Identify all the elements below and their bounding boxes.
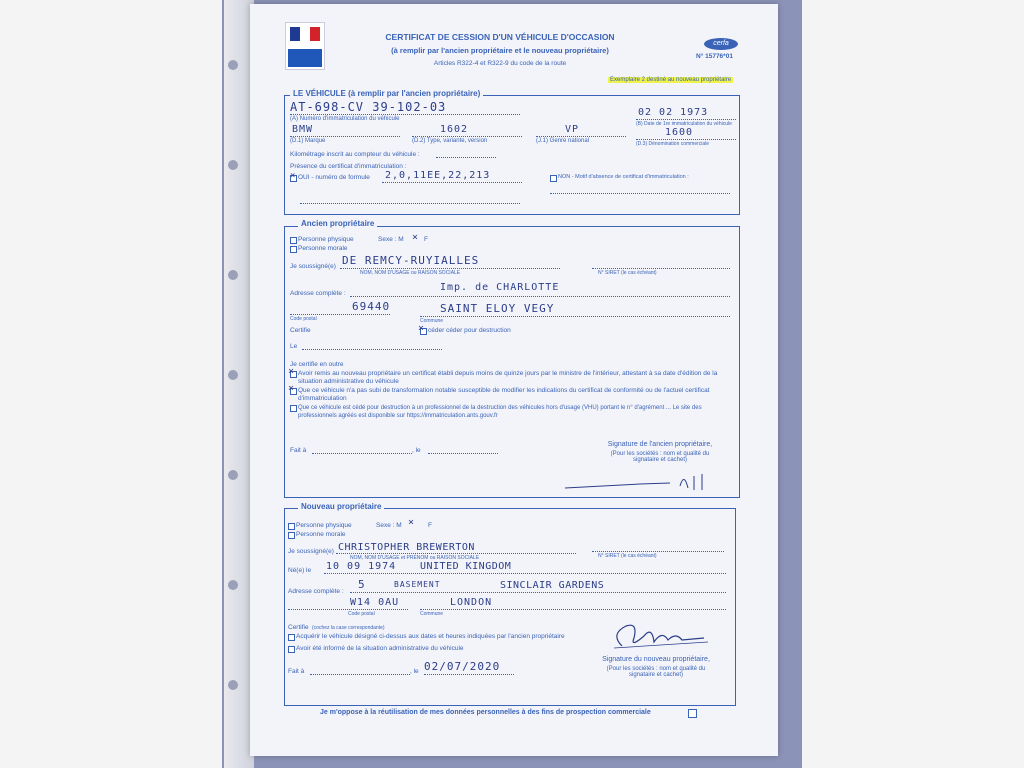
new-person-physical-label: Personne physique [296, 522, 352, 529]
old-name-sub: NOM, NOM D'USAGE ou RAISON SOCIALE [360, 270, 461, 276]
old-signature-title: Signature de l'ancien propriétaire, [607, 441, 713, 448]
old-certify-label: Certifie [290, 327, 311, 334]
old-city: SAINT ELOY VEGY [440, 302, 555, 315]
old-statement1: Avoir remis au nouveau propriétaire un certificat établi depuis moins de quinze jours par le ministre de l'intérieur, attestant à sa date d'édition de la situation administrative du véhicule [298, 370, 718, 385]
old-statement3: Que ce véhicule est cédé pour destruction à un professionnel de la destruction des véhicules hors d'usage (VHU) portant le n° d'agrément ... Le site des professionnels agréés est disponible sur https://immatriculation.ants.gouv.fr [298, 405, 702, 419]
old-owner-title: Ancien propriétaire [298, 219, 377, 228]
vehicle-genre: VP [565, 124, 580, 135]
old-postal-code: 69440 [352, 300, 391, 313]
vehicle-make: BMW [292, 124, 314, 135]
form-title: CERTIFICAT DE CESSION D'UN VÉHICULE D'OCCASION [385, 32, 615, 42]
first-registration-date: 02 02 1973 [638, 107, 709, 118]
vehicle-type: 1602 [440, 124, 469, 135]
new-birth-place: UNITED KINGDOM [420, 561, 512, 572]
new-date: 02/07/2020 [424, 660, 501, 673]
old-statement3-checkbox[interactable] [290, 405, 297, 412]
non-label: NON - Motif d'absence de certificat d'immatriculation : [558, 174, 689, 180]
new-name-sub: NOM, NOM D'USAGE et PRÉNOM ou RAISON SOCIALE [350, 555, 480, 561]
republique-logo-icon [285, 22, 325, 70]
new-postal-code: W14 0AU [350, 597, 400, 608]
cerfa-logo-icon: cerfa [704, 38, 738, 50]
new-statement2-checkbox[interactable] [288, 646, 295, 653]
copy-note: Exemplaire 2 destiné au nouveau propriétaire [610, 77, 732, 83]
old-person-physical-checkbox[interactable] [290, 237, 297, 244]
binder-hole-icon [228, 580, 238, 590]
new-birth-date: 10 09 1974 [326, 561, 397, 572]
new-sex-label: Sexe : M [376, 522, 402, 529]
new-sex-f: F [428, 522, 432, 529]
binder-hole-icon [228, 370, 238, 380]
old-le2-label: , le [412, 447, 421, 454]
binder-hole-icon [228, 270, 238, 280]
old-siret-label: N° SIRET (le cas échéant) [598, 270, 657, 276]
old-fait-label: Fait à [290, 447, 307, 454]
old-person-moral-checkbox[interactable] [290, 246, 297, 253]
new-person-physical-checkbox[interactable] [288, 523, 295, 530]
form-subtitle: (à remplir par l'ancien propriétaire et le nouveau propriétaire) [391, 46, 609, 55]
new-street: SINCLAIR GARDENS [500, 580, 605, 591]
genre-label: (J.1) Genre national [536, 138, 590, 144]
certificate-presence-label: Présence du certificat d'immatriculation : [290, 163, 407, 170]
formula-number: 2,0,11EE,22,213 [385, 170, 491, 181]
new-certify-label: Certifie [288, 624, 309, 631]
new-statement2: Avoir été informé de la situation administrative du véhicule [296, 645, 464, 652]
new-address-extension: BASEMENT [394, 580, 441, 589]
old-address-label: Adresse complète : [290, 290, 346, 297]
old-signature-icon [560, 468, 710, 496]
new-undersigned-label: Je soussigné(e) [288, 548, 334, 555]
new-statement1-checkbox[interactable] [288, 634, 295, 641]
old-sex-label: Sexe : M [378, 236, 404, 243]
non-checkbox[interactable] [550, 175, 557, 182]
old-undersigned-label: Je soussigné(e) [290, 263, 336, 270]
old-sex-f: F [424, 236, 428, 243]
mileage-label: Kilométrage inscrit au compteur du véhicule : [290, 151, 420, 158]
new-signature-sub: (Pour les sociétés : nom et qualité du signataire et cachet) [606, 666, 706, 678]
new-postal-label: Code postal [348, 611, 375, 617]
new-siret-label: N° SIRET (le cas échéant) [598, 553, 657, 559]
old-person-physical-label: Personne physique [298, 236, 354, 243]
new-certify-sub: (cochez la case correspondante) [312, 625, 385, 631]
new-le-label: , le [410, 668, 419, 675]
new-owner-title: Nouveau propriétaire [298, 502, 384, 511]
new-signature-title: Signature du nouveau propriétaire, [602, 656, 710, 663]
new-person-moral-checkbox[interactable] [288, 532, 295, 539]
binder-hole-icon [228, 60, 238, 70]
form-articles: Articles R322-4 et R322-9 du code de la route [433, 60, 567, 67]
old-owner-name: DE REMCY-RUYIALLES [342, 254, 480, 267]
old-statement2: Que ce véhicule n'a pas subi de transformation notable susceptible de modifier les indications du certificat de conformité ou de l'actuel certificat d'immatriculation [298, 387, 710, 402]
new-city-label: Commune [420, 611, 444, 617]
registration-label: (A) Numéro d'immatriculation du véhicule [290, 116, 400, 122]
new-statement1: Acquérir le véhicule désigné ci-dessus aux dates et heures indiquées par l'ancien propriétaire [296, 633, 565, 640]
new-owner-name: CHRISTOPHER BREWERTON [338, 542, 475, 553]
commercial-label: (D.3) Dénomination commerciale [636, 141, 710, 147]
new-address-label: Adresse complète : [288, 588, 344, 595]
oui-label: OUI - numéro de formule [298, 174, 370, 181]
new-address-number: 5 [358, 578, 366, 591]
make-label: (D.1) Marque [290, 138, 326, 144]
opposition-text: Je m'oppose à la réutilisation de mes données personnelles à des fins de prospection commerciale [320, 709, 651, 716]
old-street: Imp. de CHARLOTTE [440, 282, 560, 293]
new-signature-icon [604, 616, 714, 656]
old-city-label: Commune [420, 318, 444, 324]
vehicle-registration: AT-698-CV 39-102-03 [290, 100, 447, 114]
new-person-moral-label: Personne morale [296, 531, 346, 538]
cerfa-number: N° 15776*01 [696, 53, 733, 60]
old-certify-options: céder céder pour destruction [428, 327, 511, 334]
old-certify-text: Je certifie en outre [290, 361, 344, 368]
binder-hole-icon [228, 160, 238, 170]
vehicle-commercial-name: 1600 [665, 127, 694, 138]
old-person-moral-label: Personne morale [298, 245, 348, 252]
old-signature-sub: (Pour les sociétés : nom et qualité du signataire et cachet) [610, 451, 710, 463]
first-reg-label: (B) Date de 1re immatriculation du véhicule [636, 121, 732, 127]
new-city: LONDON [450, 597, 493, 608]
binder-hole-icon [228, 470, 238, 480]
old-le-label: Le [290, 343, 298, 350]
new-fait-label: Fait à [288, 668, 305, 675]
old-postal-label: Code postal [290, 316, 317, 322]
type-label: (D.2) Type, variante, version [412, 138, 488, 144]
vehicle-section-title: LE VÉHICULE (à remplir par l'ancien propriétaire) [290, 89, 483, 98]
new-born-label: Né(e) le [288, 567, 312, 574]
opposition-checkbox[interactable] [688, 709, 697, 718]
binder-hole-icon [228, 680, 238, 690]
